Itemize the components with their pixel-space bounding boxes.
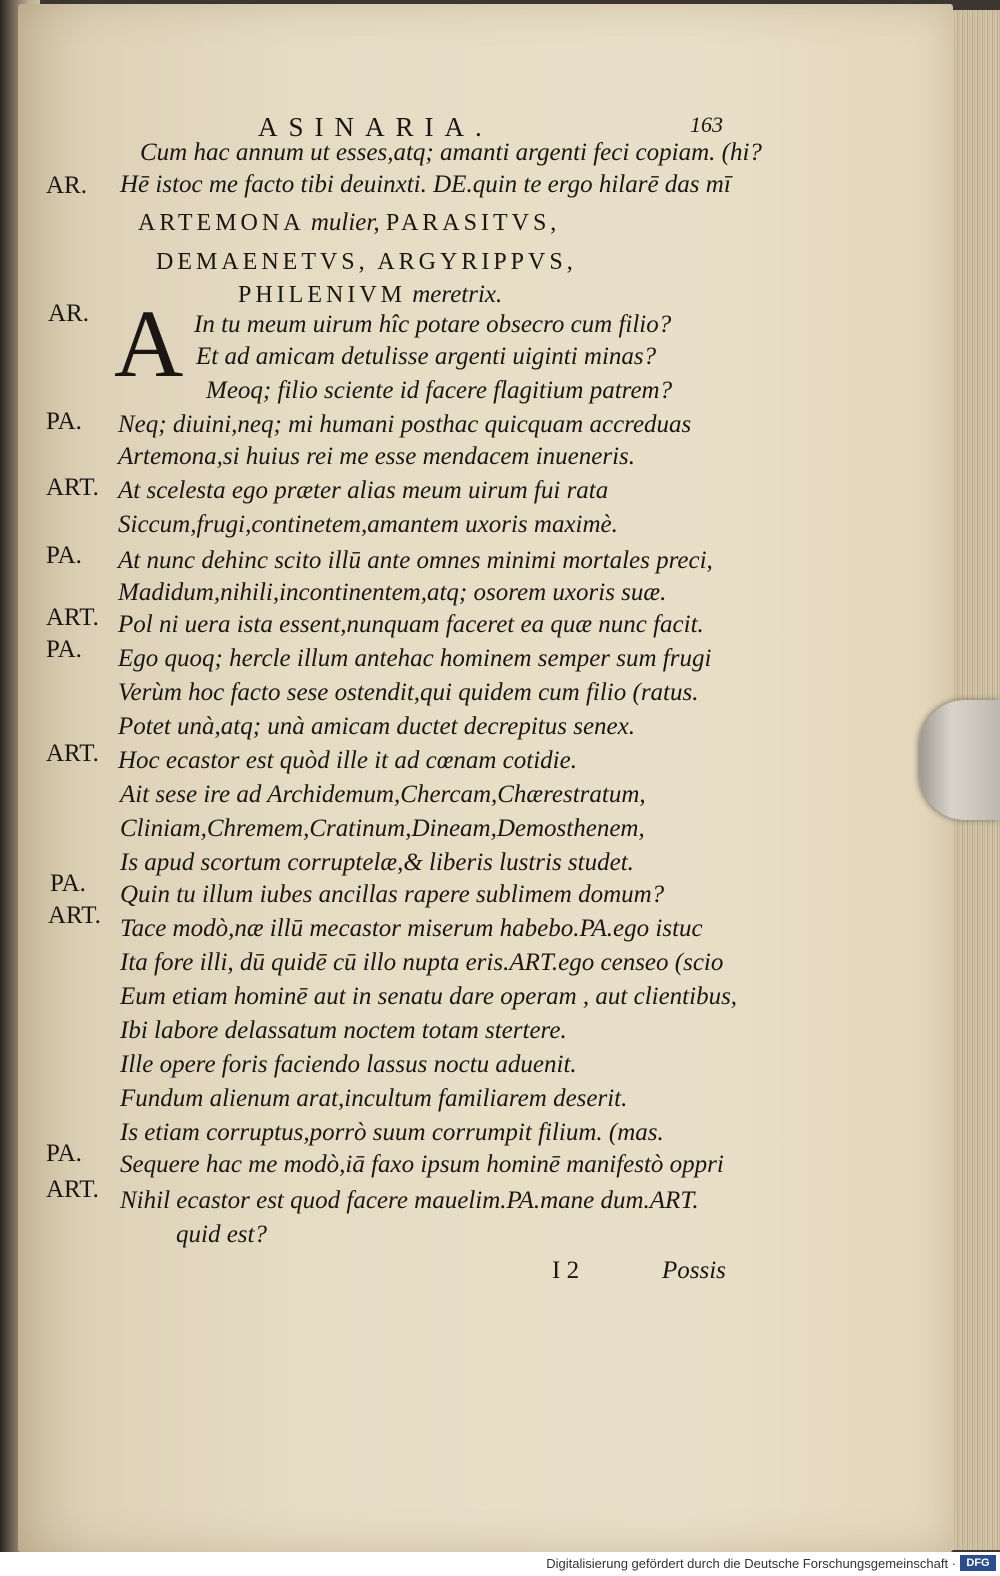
speaker-label: AR. — [46, 172, 87, 199]
text-line: Artemona,si huius rei me esse mendacem inueneris. — [118, 443, 636, 470]
book-page — [18, 4, 953, 1552]
text-line: Fundum alienum arat,incultum familiarem deserit. — [120, 1085, 628, 1112]
footer-credit: Digitalisierung gefördert durch die Deutsche Forschungsgemeinschaft · — [546, 1556, 956, 1571]
scene-heading-italic: meretrix. — [412, 281, 503, 308]
text-line: Pol ni uera ista essent,nunquam faceret ea quæ nunc facit. — [118, 611, 704, 638]
text-line: Siccum,frugi,continetem,amantem uxoris maximè. — [118, 511, 618, 538]
speaker-label: PA. — [46, 408, 82, 435]
text-line: Verùm hoc facto sese ostendit,qui quidem cum filio (ratus. — [118, 679, 699, 706]
text-line: Ita fore illi, dū quidē cū illo nupta eris.ART.ego censeo (scio — [120, 949, 724, 976]
scene-heading-caps: PHILENIVM — [238, 282, 406, 308]
running-head: ASINARIA. — [258, 112, 493, 142]
text-line: Potet unà,atq; unà amicam ductet decrepitus senex. — [118, 713, 635, 740]
text-line: quid est? — [176, 1221, 267, 1248]
text-line: Is apud scortum corruptelæ,& liberis lustris studet. — [120, 849, 634, 876]
text-line: At scelesta ego præter alias meum uirum fui rata — [118, 477, 609, 504]
scene-heading-line-3 — [238, 282, 502, 307]
text-line: Ille opere foris faciendo lassus noctu aduenit. — [120, 1051, 577, 1078]
scene-heading-italic: mulier, — [310, 209, 380, 236]
text-line: Hoc ecastor est quòd ille it ad cœnam cotidie. — [118, 747, 577, 774]
dfg-logo-icon: DFG — [960, 1555, 996, 1571]
text-line: Neq; diuini,neq; mi humani posthac quicquam accreduas — [118, 411, 692, 438]
scene-heading-caps: ARTEMONA — [138, 210, 305, 236]
speaker-label: PA. — [50, 870, 86, 897]
speaker-label: PA. — [46, 636, 82, 663]
text-line: Sequere hac me modò,iā faxo ipsum hominē manifestò oppri — [120, 1151, 724, 1178]
scene-heading-line-1 — [138, 210, 560, 235]
scene-heading-line-2: DEMAENETVS, ARGYRIPPVS, — [156, 249, 577, 275]
text-line: Cum hac annum ut esses,atq; amanti argenti feci copiam. (hi? — [140, 139, 762, 166]
text-line: Nihil ecastor est quod facere mauelim.PA.mane dum.ART. — [120, 1187, 699, 1214]
folio-number: 163 — [690, 112, 723, 137]
speaker-label: ART. — [46, 604, 99, 631]
speaker-label: AR. — [48, 300, 89, 327]
text-line: Ibi labore delassatum noctem totam stertere. — [120, 1017, 567, 1044]
speaker-label: PA. — [46, 1140, 82, 1167]
text-line: Ait sese ire ad Archidemum,Chercam,Chærestratum, — [120, 781, 646, 808]
speaker-label: ART. — [46, 1176, 99, 1203]
text-line: Tace modò,næ illū mecastor miserum habebo.PA.ego istuc — [120, 915, 703, 942]
speaker-label: ART. — [48, 902, 101, 929]
drop-cap: A — [114, 290, 184, 397]
text-line: Madidum,nihili,incontinentem,atq; osorem uxoris suæ. — [118, 579, 667, 606]
text-line: Is etiam corruptus,porrò suum corrumpit filium. (mas. — [120, 1119, 664, 1146]
speaker-label: ART. — [46, 740, 99, 767]
text-line: Et ad amicam detulisse argenti uiginti minas? — [196, 343, 657, 370]
text-line: In tu meum uirum hîc potare obsecro cum filio? — [194, 311, 672, 338]
text-line: Hē istoc me facto tibi deuinxti. DE.quin te ergo hilarē das mī — [120, 171, 731, 198]
text-line: Meoq; filio sciente id facere flagitium patrem? — [206, 377, 673, 404]
text-line: Eum etiam hominē aut in senatu dare operam , aut clientibus, — [120, 983, 738, 1010]
catchword: Possis — [662, 1257, 726, 1284]
text-line: Ego quoq; hercle illum antehac hominem semper sum frugi — [118, 645, 712, 672]
signature-mark: I 2 — [552, 1257, 580, 1284]
text-line: At nunc dehinc scito illū ante omnes minimi mortales preci, — [118, 547, 713, 574]
scene-heading-caps: PARASITVS, — [385, 210, 561, 236]
speaker-label: ART. — [46, 474, 99, 501]
page-clip — [920, 700, 1000, 820]
text-line: Quin tu illum iubes ancillas rapere sublimem domum? — [120, 881, 665, 908]
speaker-label: PA. — [46, 542, 82, 569]
text-line: Cliniam,Chremem,Cratinum,Dineam,Demosthenem, — [120, 815, 645, 842]
